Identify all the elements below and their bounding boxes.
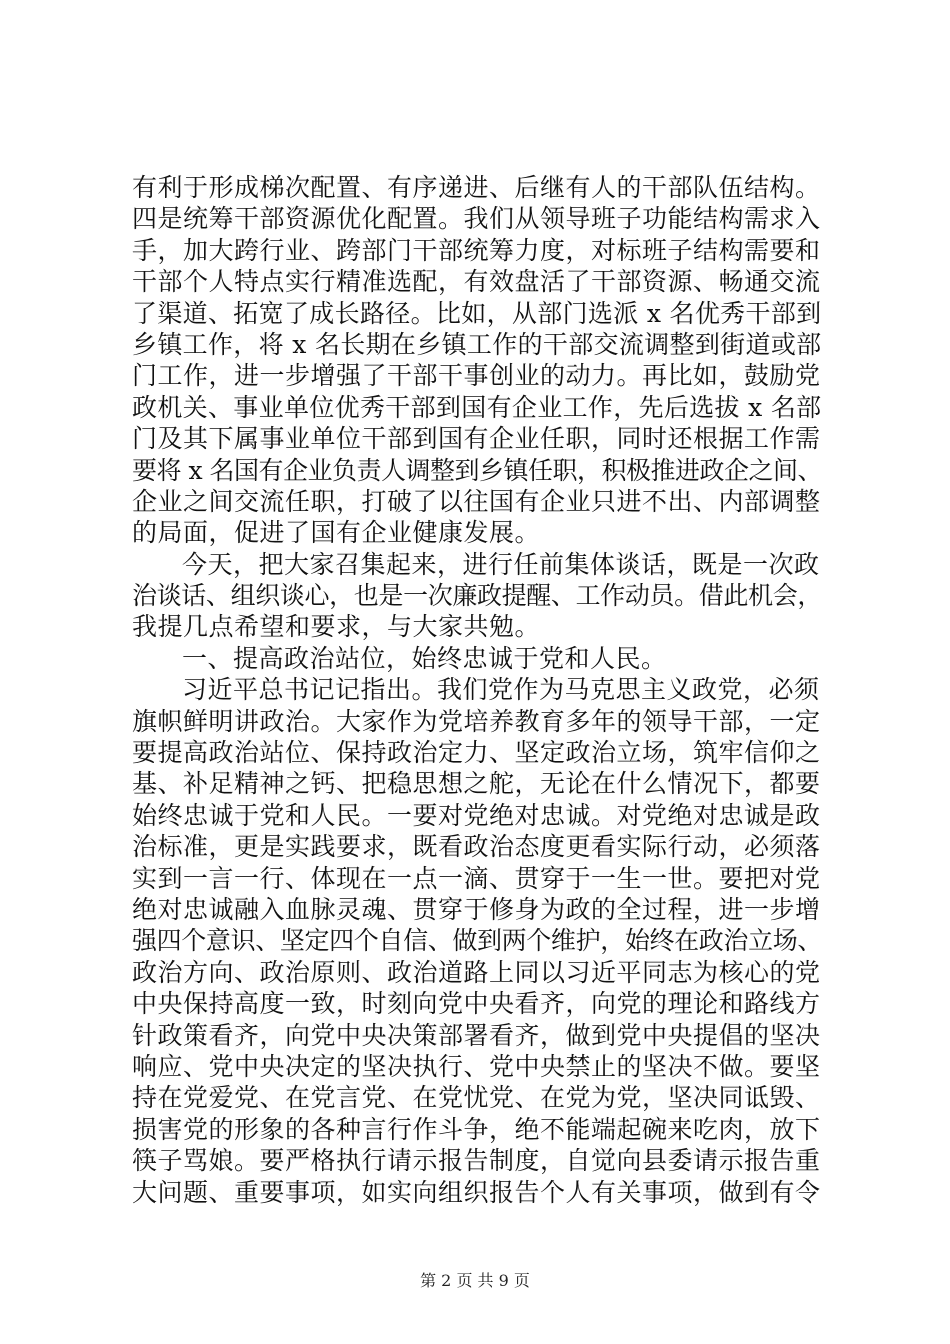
text-line: 实到一言一行、体现在一点一滴、贯穿于一生一世。要把对党	[132, 863, 821, 893]
text-line: 了渠道、拓宽了成长路径。比如，从部门选派 x 名优秀干部到	[132, 298, 822, 328]
text-line: 门及其下属事业单位干部到国有企业任职，同时还根据工作需	[132, 424, 821, 454]
text-line: 企业之间交流任职，打破了以往国有企业只进不出、内部调整	[132, 486, 821, 516]
text-line: 政机关、事业单位优秀干部到国有企业工作，先后选拔 x 名部	[132, 392, 822, 422]
text-line: 绝对忠诚融入血脉灵魂、贯穿于修身为政的全过程，进一步增	[132, 894, 821, 924]
text-line: 手，加大跨行业、跨部门干部统筹力度，对标班子结构需要和	[132, 235, 821, 265]
text-line: 筷子骂娘。要严格执行请示报告制度，自觉向县委请示报告重	[132, 1146, 821, 1176]
text-line: 强四个意识、坚定四个自信、做到两个维护，始终在政治立场、	[132, 926, 823, 956]
text-line: 干部个人特点实行精准选配，有效盘活了干部资源、畅通交流	[132, 267, 821, 297]
text-line: 一、提高政治站位，始终忠诚于党和人民。	[182, 643, 667, 673]
text-line: 治谈话、组织谈心，也是一次廉政提醒、工作动员。借此机会，	[132, 581, 823, 611]
text-line: 今天，把大家召集起来，进行任前集体谈话，既是一次政	[182, 549, 820, 579]
text-line: 我提几点希望和要求，与大家共勉。	[132, 612, 541, 642]
text-line: 治标准，更是实践要求，既看政治态度更看实际行动，必须落	[132, 832, 821, 862]
text-line: 习近平总书记记指出。我们党作为马克思主义政党，必须	[182, 675, 820, 705]
text-line: 四是统筹干部资源优化配置。我们从领导班子功能结构需求入	[132, 204, 821, 234]
text-line: 始终忠诚于党和人民。一要对党绝对忠诚。对党绝对忠诚是政	[132, 800, 821, 830]
text-line: 损害党的形象的各种言行作斗争，绝不能端起碗来吃肉，放下	[132, 1114, 821, 1144]
text-line: 针政策看齐，向党中央决策部署看齐，做到党中央提倡的坚决	[132, 1020, 821, 1050]
text-line: 的局面，促进了国有企业健康发展。	[132, 518, 541, 548]
text-line: 有利于形成梯次配置、有序递进、后继有人的干部队伍结构。	[132, 173, 821, 202]
text-line: 旗帜鲜明讲政治。大家作为党培养教育多年的领导干部，一定	[132, 706, 821, 736]
text-line: 响应、党中央决定的坚决执行、党中央禁止的坚决不做。要坚	[132, 1051, 821, 1081]
page-footer: 第 2 页 共 9 页	[420, 1271, 530, 1290]
text-line: 要将 x 名国有企业负责人调整到乡镇任职，积极推进政企之间、	[132, 455, 822, 485]
body-text	[132, 172, 822, 1208]
text-line: 基、补足精神之钙、把稳思想之舵，无论在什么情况下，都要	[132, 769, 821, 799]
text-line: 持在党爱党、在党言党、在党忧党、在党为党，坚决同诋毁、	[132, 1083, 821, 1113]
text-line: 大问题、重要事项，如实向组织报告个人有关事项，做到有令	[132, 1177, 821, 1207]
text-line: 要提高政治站位、保持政治定力、坚定政治立场，筑牢信仰之	[132, 738, 821, 768]
text-line: 乡镇工作，将 x 名长期在乡镇工作的干部交流调整到街道或部	[132, 329, 822, 359]
text-line: 政治方向、政治原则、政治道路上同以习近平同志为核心的党	[132, 957, 821, 987]
text-line: 门工作，进一步增强了干部干事创业的动力。再比如，鼓励党	[132, 361, 821, 391]
text-line: 中央保持高度一致，时刻向党中央看齐，向党的理论和路线方	[132, 989, 821, 1019]
